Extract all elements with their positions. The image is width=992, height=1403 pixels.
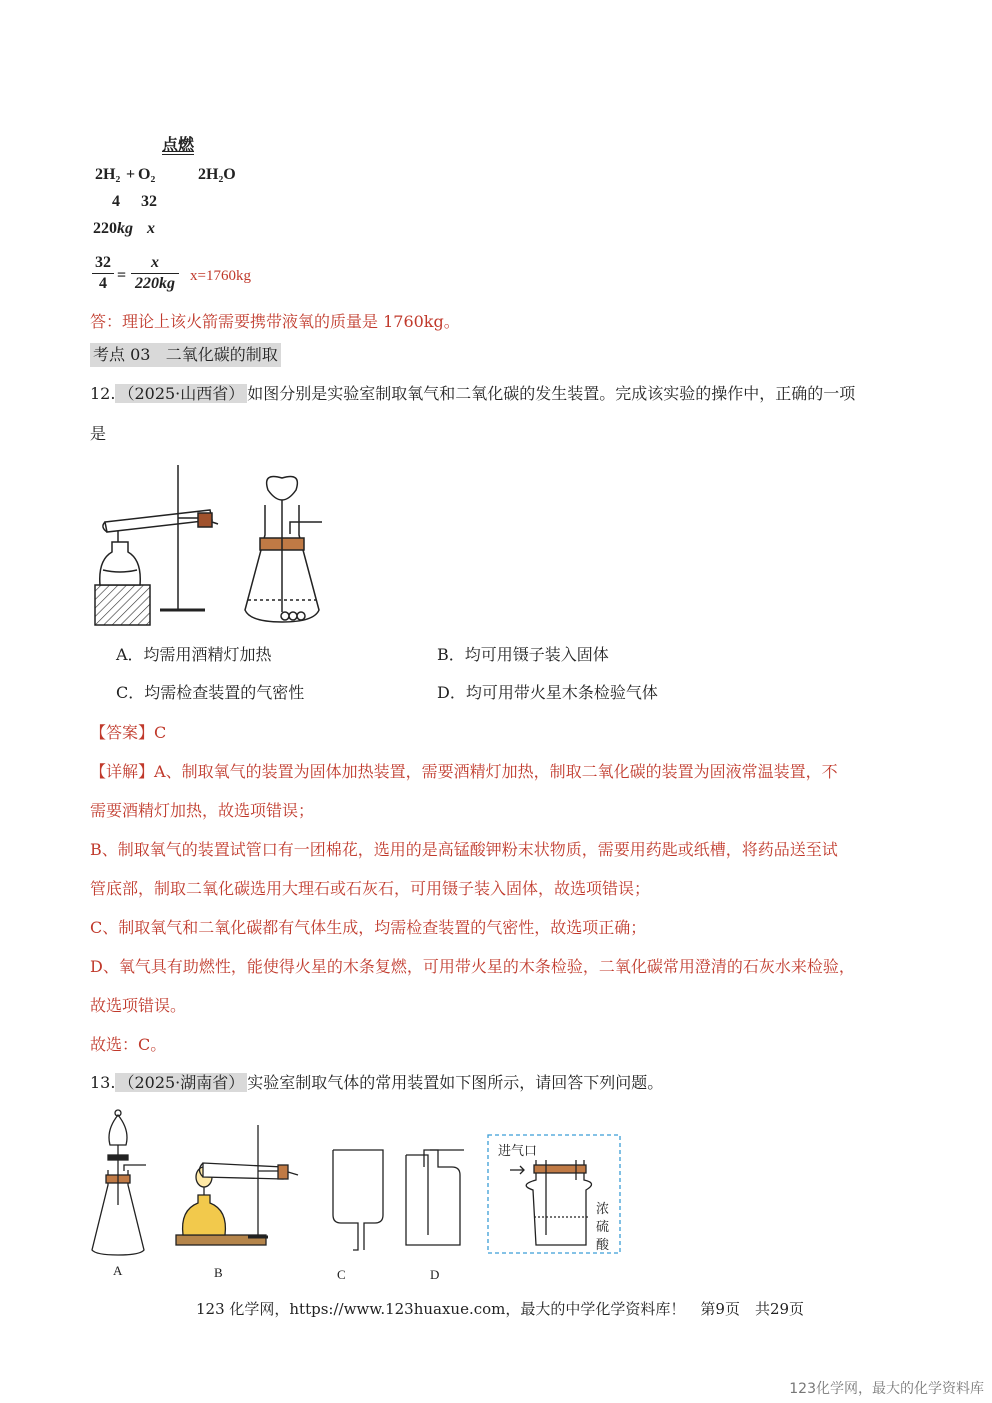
q12-detail-line-7: 故选项错误。: [90, 996, 187, 1015]
q12-option-a: A．均需用酒精灯加热: [116, 645, 272, 664]
section-label: 考点 03: [93, 345, 151, 364]
q12-detail-line-6: D、氧气具有助燃性，能使得火星的木条复燃，可用带火星的木条检验，二氧化碳常用澄清的石灰水来检验，: [90, 957, 855, 976]
q12-apparatus-figure: [90, 460, 330, 630]
fraction-right-numerator: x: [151, 254, 159, 271]
q12-stem-line2: 是: [90, 424, 107, 443]
bottle-d: [406, 1150, 460, 1245]
unknown-x: x: [147, 220, 155, 237]
fraction-left: [92, 254, 114, 293]
q13-number: 13.: [90, 1073, 116, 1092]
section-title: 二氧化碳的制取: [165, 345, 278, 364]
q13-stem: 13. （2025·湖南省） 实验室制取气体的常用装置如下图所示，请回答下列问题。: [90, 1073, 664, 1092]
fraction-right-denominator: 220kg: [135, 275, 175, 292]
q12-stem: 12. （2025·山西省） 如图分别是实验室制取氧气和二氧化碳的发生装置。完成该实验的操作中，正确的一项: [90, 384, 856, 403]
label-a: A: [113, 1263, 123, 1278]
q12-detail-line-5: C、制取氧气和二氧化碳都有气体生成，均需检查装置的气密性，故选项正确；: [90, 918, 647, 937]
q12-number: 12.: [90, 384, 116, 403]
equals-sign: =: [117, 267, 127, 284]
reaction-condition: 点燃: [162, 137, 195, 154]
acid-label: 浓 硫 酸: [596, 1201, 610, 1252]
reactant-h2: 2H₂: [95, 166, 121, 183]
ratio-o2: 32: [141, 193, 157, 210]
q13-apparatus-figure: [88, 1105, 628, 1260]
plus-sign: +: [126, 166, 136, 183]
q12-detail-line-4: 管底部，制取二氧化碳选用大理石或石灰石，可用镊子装入固体，故选项错误；: [90, 879, 651, 898]
label-b: B: [214, 1265, 223, 1280]
watermark-text: 123化学网，最大的化学资料库: [789, 1381, 984, 1397]
result-value: x=1760kg: [190, 268, 251, 284]
q12-detail-line-3: B、制取氧气的装置试管口有一团棉花，选用的是高锰酸钾粉末状物质，需要用药匙或纸槽，将药品送至试: [90, 840, 838, 859]
alcohol-lamp: [100, 542, 141, 585]
label-d: D: [430, 1267, 440, 1282]
hatched-block: [95, 585, 150, 625]
answer-line: 答：理论上该火箭需要携带液氧的质量是 1760kg。: [90, 312, 460, 331]
inlet-label: 进气口: [498, 1143, 538, 1158]
q13-source-tag: （2025·湖南省）: [115, 1073, 247, 1092]
fraction-left-denominator: 4: [99, 275, 107, 292]
q12-option-d: D．均可用带火星木条检验气体: [437, 683, 658, 702]
bottle-c: [333, 1150, 358, 1250]
q12-option-c: C．均需检查装置的气密性: [116, 683, 305, 702]
q12-detail-line-1: 【详解】A、制取氧气的装置为固体加热装置，需要酒精灯加热，制取二氧化碳的装置为固液常温装置，不: [90, 762, 838, 781]
reactant-o2: O₂: [138, 166, 156, 183]
q12-option-b: B．均可用镊子装入固体: [437, 645, 609, 664]
fraction-right: [131, 254, 179, 293]
mass-h2: 220kg: [93, 220, 133, 237]
section-header: [90, 343, 281, 367]
separatory-funnel: [109, 1115, 127, 1145]
thistle-funnel: [267, 477, 298, 501]
q12-answer: 【答案】C: [90, 723, 167, 742]
test-tube: [105, 510, 212, 532]
q12-source-tag: （2025·山西省）: [115, 384, 247, 403]
page-footer: 123 化学网，https://www.123huaxue.com，最大的中学化学资料库！ 第9页 共29页: [196, 1300, 805, 1318]
alcohol-lamp-b: [183, 1195, 226, 1235]
q12-conclusion: 故选：C。: [90, 1035, 167, 1054]
q12-detail-line-2: 需要酒精灯加热，故选项错误；: [90, 801, 315, 820]
label-c: C: [337, 1267, 346, 1282]
ratio-h2: 4: [112, 193, 120, 210]
product-h2o: 2H₂O: [198, 166, 236, 183]
fraction-left-numerator: 32: [95, 254, 111, 271]
